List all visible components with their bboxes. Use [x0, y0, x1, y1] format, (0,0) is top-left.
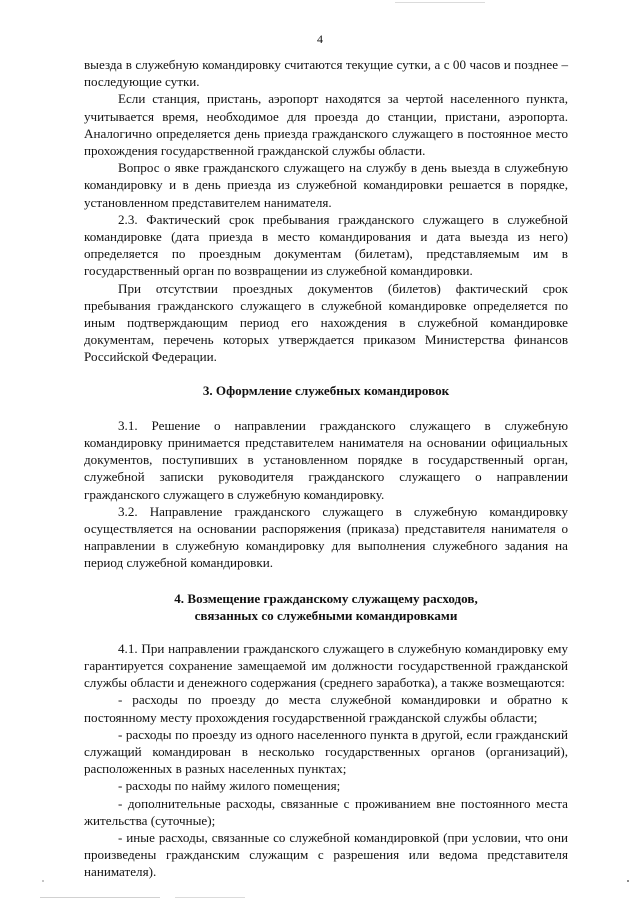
scan-artifact [175, 897, 245, 898]
paragraph: 2.3. Фактический срок пребывания гражданского служащего в служебной командировке (дата приезда в место командирования и дата выезда из него) определяется по проездным документам (билетам), представляемым им в государственный орган по возвращении из служебной командировки. [84, 211, 568, 279]
scan-artifact [627, 880, 629, 882]
scan-artifact [42, 880, 44, 882]
paragraph: Вопрос о явке гражданского служащего на службу в день выезда в служебную командировку и в день приезда из служебной командировки решается в порядке, установленном представителем нанимателя. [84, 160, 568, 210]
paragraph: При отсутствии проездных документов (билетов) фактический срок пребывания гражданского служащего в служебной командировке определяется по иным подтверждающим период его нахождения в служебной командировке документам, перечень которых утверждается приказом Министерства финансов Российской Федерации. [84, 280, 568, 365]
paragraph: выезда в служебную командировку считаются текущие сутки, а с 00 часов и позднее – последующие сутки. [84, 57, 568, 90]
paragraph: 4.1. При направлении гражданского служащего в служебную командировку ему гарантируется сохранение замещаемой им должности государственной гражданской службы области и денежного содержания (среднего заработка), а также возмещаются: [84, 640, 568, 691]
section-4-heading [84, 590, 568, 624]
section-4-heading-line-1: 4. Возмещение гражданскому служащему расходов, [174, 590, 478, 606]
section-3-heading: 3. Оформление служебных командировок [202, 382, 450, 398]
document-body [84, 56, 568, 881]
paragraph: 3.1. Решение о направлении гражданского служащего в служебную командировку принимается представителем нанимателя на основании официальных документов, поступивших в установленном порядке в государственный орган, служебной записки руководителя гражданского служащего о направлении гражданского служащего в служебную командировку. [84, 417, 568, 502]
list-item: - дополнительные расходы, связанные с проживанием вне постоянного места жительства (суточные); [84, 795, 568, 828]
scan-artifact [395, 2, 485, 3]
page-number: 4 [317, 32, 323, 46]
list-item: - расходы по проезду до места служебной командировки и обратно к постоянному месту прохождения государственной гражданской службы области; [84, 692, 568, 725]
paragraph: Если станция, пристань, аэропорт находятся за чертой населенного пункта, учитывается время, необходимое для проезда до станции, пристани, аэропорта. Аналогично определяется день приезда гражданского служащего в постоянное место прохождения государственной гражданской службы области. [84, 91, 568, 159]
list-item: - иные расходы, связанные со служебной командировкой (при условии, что они произведены гражданским служащим с разрешения или ведома представителя нанимателя). [84, 829, 568, 880]
paragraph: 3.2. Направление гражданского служащего в служебную командировку осуществляется на основании распоряжения (приказа) представителя нанимателя о направлении в служебную командировку для выполнения служебного задания на период служебной командировки. [84, 503, 568, 571]
list-item: - расходы по найму жилого помещения; [118, 778, 341, 794]
section-4-heading-line-2: связанных со служебными командировками [194, 607, 458, 623]
scan-artifact [40, 897, 160, 898]
list-item: - расходы по проезду из одного населенного пункта в другой, если гражданский служащий командирован в несколько государственных органов (организаций), расположенных в разных населенных пунктах; [84, 726, 568, 777]
